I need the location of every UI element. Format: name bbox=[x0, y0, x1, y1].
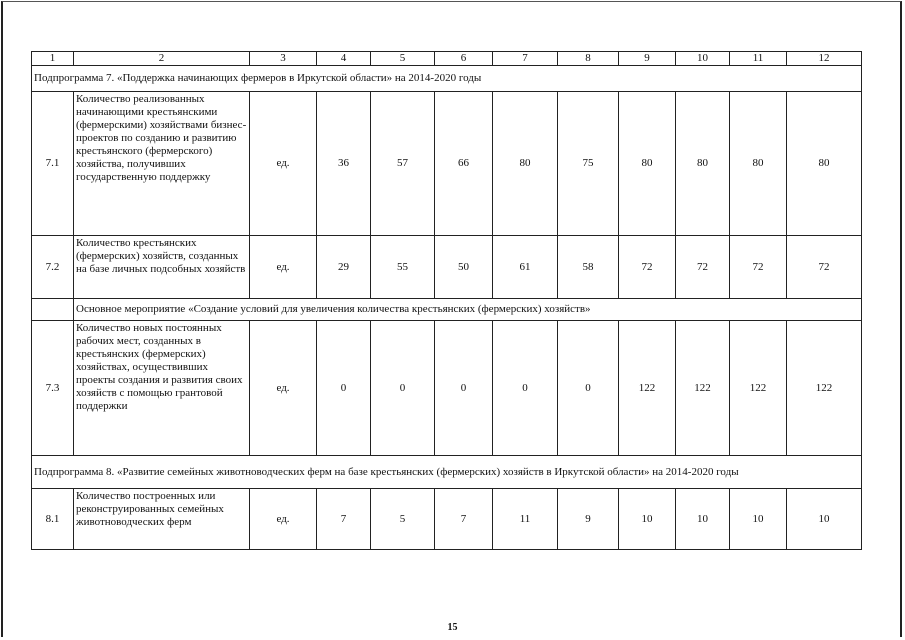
value-cell: 80 bbox=[730, 92, 787, 236]
value-cell: 0 bbox=[493, 321, 558, 456]
value-cell: 36 bbox=[317, 92, 371, 236]
header-cell: 11 bbox=[730, 52, 787, 66]
table-row bbox=[32, 321, 862, 456]
value-cell: 72 bbox=[730, 236, 787, 299]
header-cell: 7 bbox=[493, 52, 558, 66]
header-cell: 6 bbox=[435, 52, 493, 66]
header-cell: 12 bbox=[787, 52, 862, 66]
value-cell: 80 bbox=[493, 92, 558, 236]
table-row bbox=[32, 236, 862, 299]
main-event-title: Основное мероприятие «Создание условий для увеличения количества крестьянских (фермерских) хозяйств» bbox=[74, 299, 862, 321]
header-cell: 9 bbox=[619, 52, 676, 66]
unit-cell: ед. bbox=[250, 92, 317, 236]
value-cell: 29 bbox=[317, 236, 371, 299]
row-number: 8.1 bbox=[32, 489, 74, 550]
empty-cell bbox=[32, 299, 74, 321]
header-row bbox=[32, 52, 862, 66]
subprogram-8-title: Подпрограмма 8. «Развитие семейных животноводческих ферм на базе крестьянских (фермерских) хозяйств в Иркутской области» на 2014-2020 годы bbox=[32, 456, 862, 489]
indicator-name: Количество построенных или реконструированных семейных животноводческих ферм bbox=[74, 489, 250, 550]
unit-cell: ед. bbox=[250, 489, 317, 550]
value-cell: 72 bbox=[619, 236, 676, 299]
value-cell: 122 bbox=[619, 321, 676, 456]
value-cell: 122 bbox=[730, 321, 787, 456]
value-cell: 57 bbox=[371, 92, 435, 236]
value-cell: 11 bbox=[493, 489, 558, 550]
value-cell: 0 bbox=[558, 321, 619, 456]
header-cell: 5 bbox=[371, 52, 435, 66]
header-cell: 2 bbox=[74, 52, 250, 66]
header-cell: 3 bbox=[250, 52, 317, 66]
value-cell: 10 bbox=[676, 489, 730, 550]
subprogram-7-row bbox=[32, 66, 862, 92]
value-cell: 80 bbox=[676, 92, 730, 236]
subprogram-7-title: Подпрограмма 7. «Поддержка начинающих фермеров в Иркутской области» на 2014-2020 годы bbox=[32, 66, 862, 92]
header-cell: 1 bbox=[32, 52, 74, 66]
value-cell: 122 bbox=[787, 321, 862, 456]
value-cell: 80 bbox=[787, 92, 862, 236]
value-cell: 7 bbox=[435, 489, 493, 550]
value-cell: 0 bbox=[435, 321, 493, 456]
value-cell: 0 bbox=[317, 321, 371, 456]
value-cell: 72 bbox=[787, 236, 862, 299]
value-cell: 10 bbox=[619, 489, 676, 550]
value-cell: 5 bbox=[371, 489, 435, 550]
value-cell: 55 bbox=[371, 236, 435, 299]
header-cell: 8 bbox=[558, 52, 619, 66]
row-number: 7.3 bbox=[32, 321, 74, 456]
unit-cell: ед. bbox=[250, 321, 317, 456]
table-row bbox=[32, 489, 862, 550]
subprogram-8-row bbox=[32, 456, 862, 489]
indicator-name: Количество крестьянских (фермерских) хозяйств, созданных на базе личных подсобных хозяйств bbox=[74, 236, 250, 299]
table-row bbox=[32, 92, 862, 236]
value-cell: 61 bbox=[493, 236, 558, 299]
header-cell: 4 bbox=[317, 52, 371, 66]
value-cell: 50 bbox=[435, 236, 493, 299]
value-cell: 66 bbox=[435, 92, 493, 236]
value-cell: 122 bbox=[676, 321, 730, 456]
value-cell: 80 bbox=[619, 92, 676, 236]
indicators-table bbox=[31, 51, 862, 550]
main-event-row bbox=[32, 299, 862, 321]
indicator-name: Количество реализованных начинающими крестьянскими (фермерскими) хозяйствами бизнес-проектов по созданию и развитию крестьянского (фермерского) хозяйства, получивших государственную поддержку bbox=[74, 92, 250, 236]
row-number: 7.1 bbox=[32, 92, 74, 236]
value-cell: 72 bbox=[676, 236, 730, 299]
value-cell: 7 bbox=[317, 489, 371, 550]
value-cell: 10 bbox=[787, 489, 862, 550]
unit-cell: ед. bbox=[250, 236, 317, 299]
value-cell: 9 bbox=[558, 489, 619, 550]
value-cell: 75 bbox=[558, 92, 619, 236]
value-cell: 0 bbox=[371, 321, 435, 456]
value-cell: 58 bbox=[558, 236, 619, 299]
page-number: 15 bbox=[447, 622, 458, 633]
header-cell: 10 bbox=[676, 52, 730, 66]
row-number: 7.2 bbox=[32, 236, 74, 299]
value-cell: 10 bbox=[730, 489, 787, 550]
indicator-name: Количество новых постоянных рабочих мест, созданных в крестьянских (фермерских) хозяйствах, осуществивших проекты создания и развития своих хозяйств с помощью грантовой поддержки bbox=[74, 321, 250, 456]
